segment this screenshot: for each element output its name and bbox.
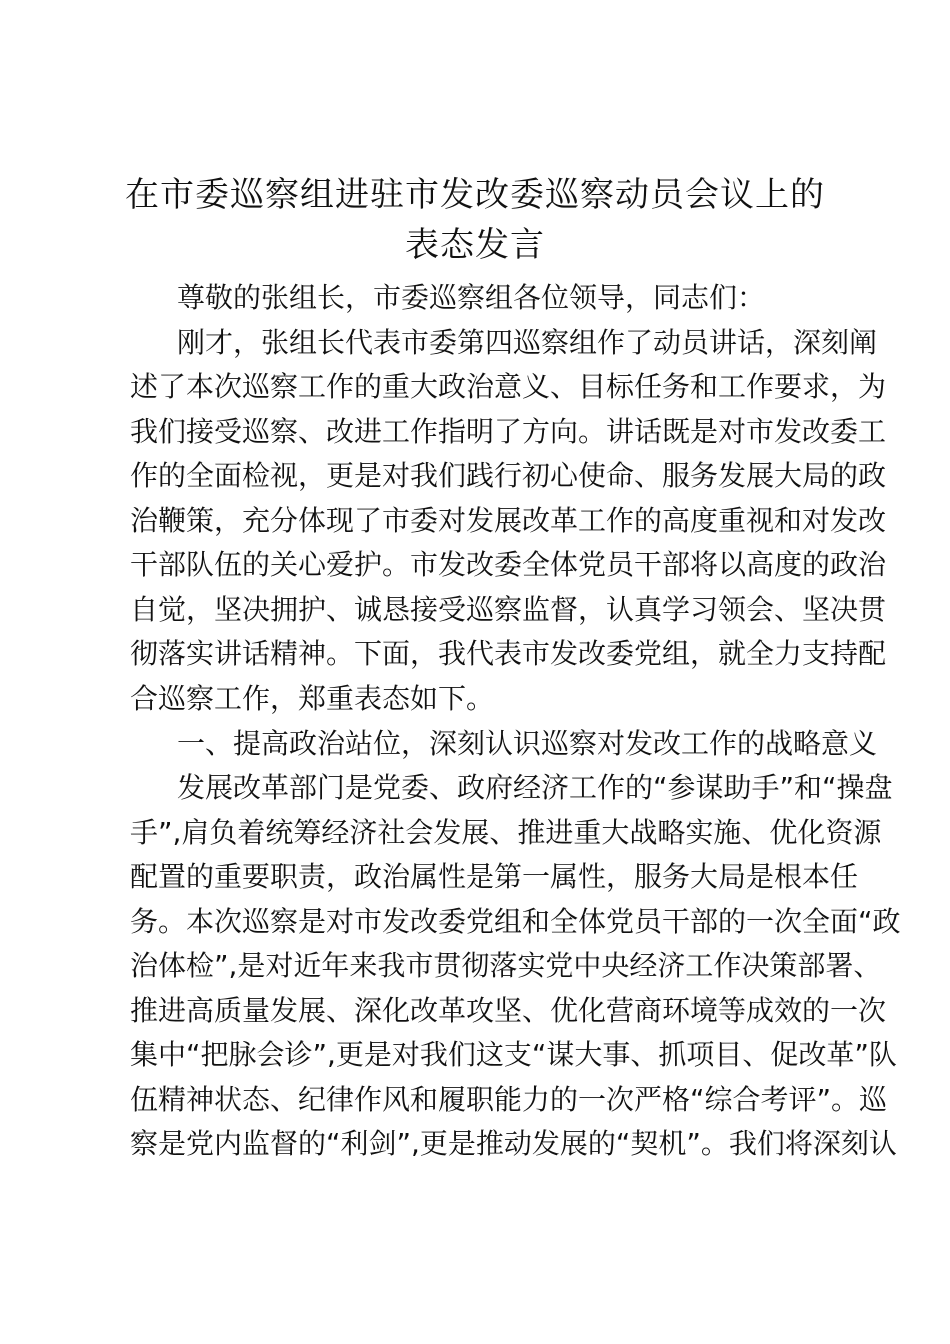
salutation: 尊敬的张组长，市委巡察组各位领导，同志们：	[177, 281, 766, 314]
paragraph-line: 集中“把脉会诊”,更是对我们这支“谋大事、抓项目、促改革”队	[130, 1038, 897, 1071]
title-line-1: 在市委巡察组进驻市发改委巡察动员会议上的	[125, 175, 825, 215]
paragraph-line: 治鞭策，充分体现了市委对发展改革工作的高度重视和对发改	[130, 504, 887, 537]
paragraph-line: 手”,肩负着统筹经济社会发展、推进重大战略实施、优化资源	[130, 816, 882, 849]
paragraph-line: 察是党内监督的“利剑”,更是推动发展的“契机”。我们将深刻认	[130, 1127, 897, 1160]
paragraph-line: 合巡察工作，郑重表态如下。	[130, 682, 495, 715]
paragraph-line: 作的全面检视，更是对我们践行初心使命、服务发展大局的政	[130, 459, 887, 492]
paragraph-line: 彻落实讲话精神。下面，我代表市发改委党组，就全力支持配	[130, 637, 887, 670]
paragraph-line: 治体检”,是对近年来我市贯彻落实党中央经济工作决策部署、	[130, 949, 882, 982]
paragraph-line: 伍精神状态、纪律作风和履职能力的一次严格“综合考评”。巡	[130, 1083, 888, 1116]
paragraph-line: 刚才，张组长代表市委第四巡察组作了动员讲话，深刻阐	[177, 326, 878, 359]
section-heading: 一、提高政治站位，深刻认识巡察对发改工作的战略意义	[177, 727, 878, 760]
paragraph-line: 务。本次巡察是对市发改委党组和全体党员干部的一次全面“政	[130, 905, 901, 938]
paragraph-line: 自觉，坚决拥护、诚恳接受巡察监督，认真学习领会、坚决贯	[130, 593, 887, 626]
title-line-2: 表态发言	[405, 225, 545, 265]
paragraph-line: 我们接受巡察、改进工作指明了方向。讲话既是对市发改委工	[130, 415, 887, 448]
paragraph-line: 述了本次巡察工作的重大政治意义、目标任务和工作要求，为	[130, 370, 887, 403]
paragraph-line: 推进高质量发展、深化改革攻坚、优化营商环境等成效的一次	[130, 994, 887, 1027]
paragraph-line: 发展改革部门是党委、政府经济工作的“参谋助手”和“操盘	[177, 771, 893, 804]
paragraph-line: 配置的重要职责，政治属性是第一属性，服务大局是根本任	[130, 860, 859, 893]
paragraph-line: 干部队伍的关心爱护。市发改委全体党员干部将以高度的政治	[130, 548, 887, 581]
